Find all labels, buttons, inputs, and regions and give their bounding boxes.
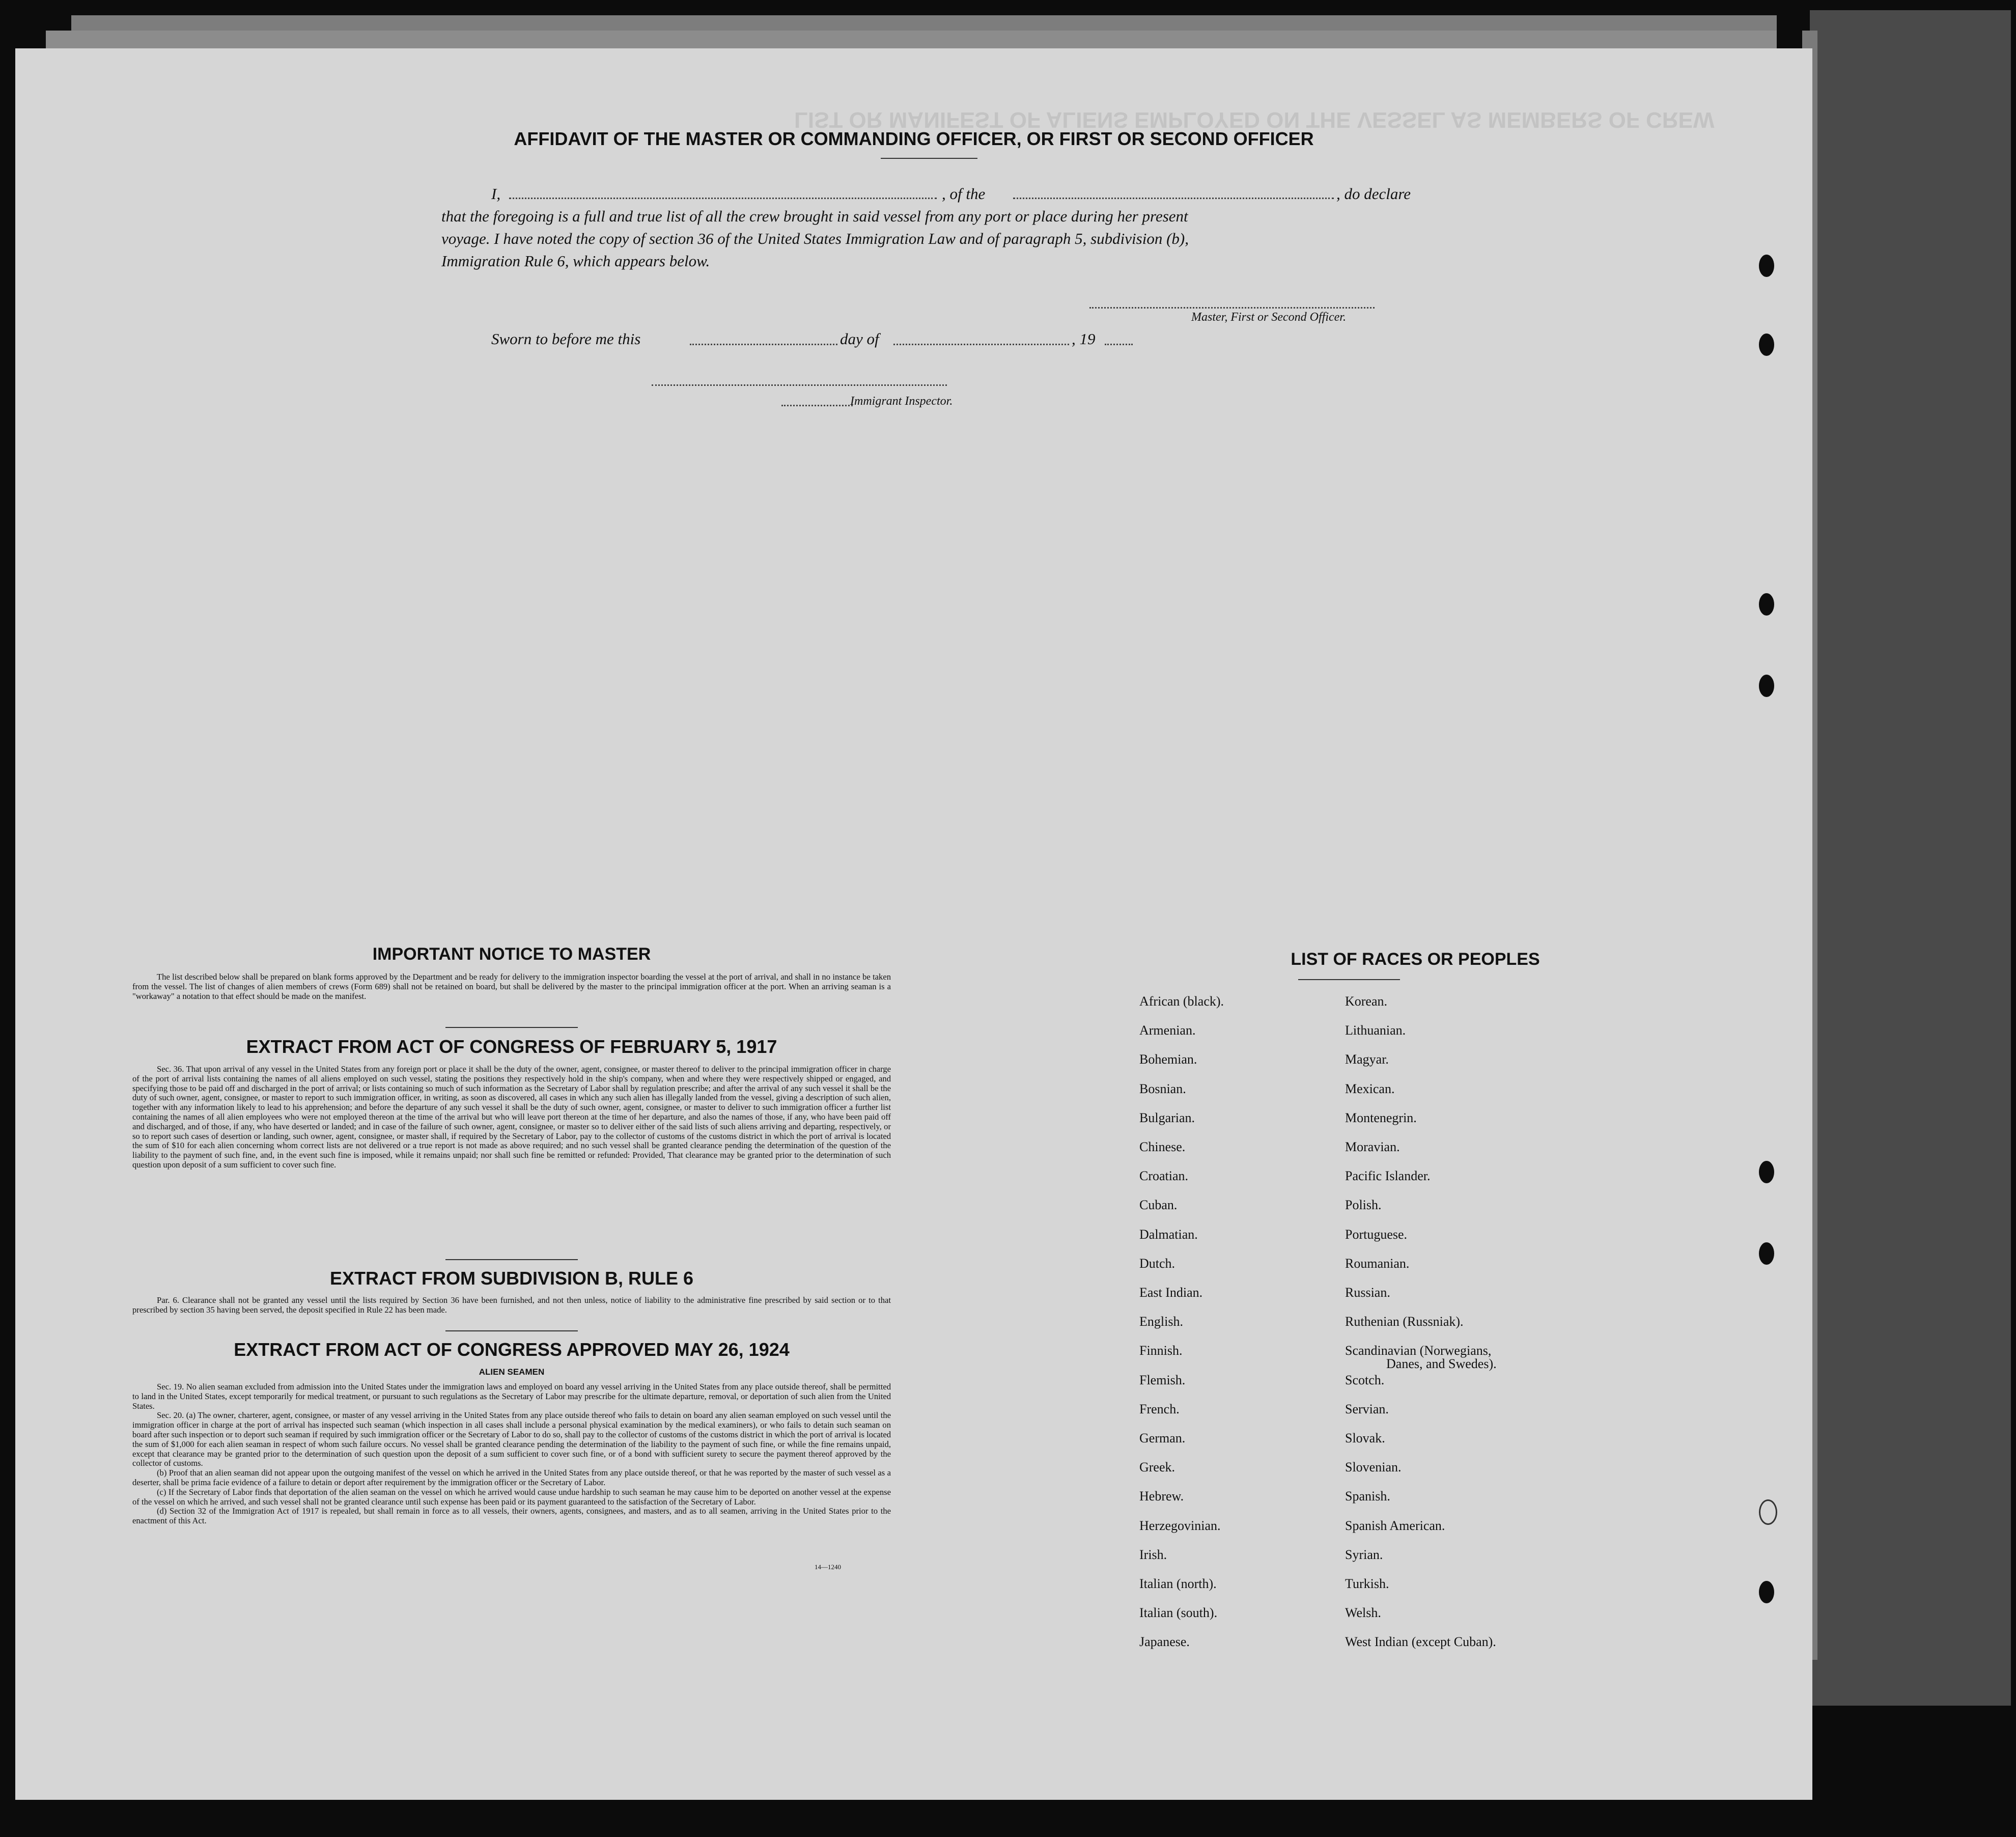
race-item: Spanish. — [1345, 1489, 1390, 1504]
sworn-text: Sworn to before me this — [491, 330, 641, 348]
affidavit-of-the: , of the — [942, 185, 986, 203]
race-item: English. — [1139, 1314, 1183, 1329]
affidavit-i: I, — [491, 185, 501, 203]
races-title: LIST OF RACES OR PEOPLES — [1291, 950, 1540, 969]
race-item: Italian (south). — [1139, 1605, 1218, 1621]
race-item: West Indian (except Cuban). — [1345, 1634, 1496, 1650]
extract-rule6-text: Par. 6. Clearance shall not be granted any vessel until the lists required by Section 36 have been furnished, and not then unless, notice of liability to the administrative fine prescribed by said section or to that prescribed by section 35 having been served, the deposit specified in Rule 22 has been made. — [132, 1295, 891, 1315]
inspector-caption: Immigrant Inspector. — [850, 395, 953, 408]
race-item: Scotch. — [1345, 1372, 1385, 1387]
race-item: Russian. — [1345, 1285, 1390, 1300]
race-item: Greek. — [1139, 1460, 1175, 1475]
affidavit-line-2: that the foregoing is a full and true list of all the crew brought in said vessel from any port or place during her present — [441, 207, 1188, 225]
race-item: Pacific Islander. — [1345, 1168, 1431, 1184]
extract-1917-title: EXTRACT FROM ACT OF CONGRESS OF FEBRUARY 5, 1917 — [246, 1036, 777, 1057]
sworn-day-blank — [690, 344, 837, 345]
extract-rule6-title: EXTRACT FROM SUBDIVISION B, RULE 6 — [329, 1268, 694, 1289]
race-item: Hebrew. — [1139, 1489, 1184, 1504]
race-item: Welsh. — [1345, 1605, 1381, 1621]
race-item: Spanish American. — [1345, 1518, 1445, 1533]
scan-right-edge — [1810, 10, 2011, 1706]
inspector-leader — [781, 405, 853, 406]
race-item: Irish. — [1139, 1547, 1167, 1562]
race-item: Roumanian. — [1345, 1256, 1410, 1271]
punch-hole — [1759, 593, 1774, 616]
punch-hole — [1759, 1161, 1774, 1183]
race-item: Croatian. — [1139, 1168, 1189, 1184]
race-item: Japanese. — [1139, 1634, 1190, 1650]
punch-hole — [1759, 333, 1774, 356]
race-item: Polish. — [1345, 1198, 1382, 1213]
race-item: Bosnian. — [1139, 1081, 1186, 1096]
alien-seamen-subtitle: ALIEN SEAMEN — [479, 1367, 545, 1377]
extract-1917-block — [132, 1065, 891, 1170]
document-page — [15, 48, 1812, 1800]
extract-1924-title: EXTRACT FROM ACT OF CONGRESS APPROVED MAY 26, 1924 — [234, 1339, 790, 1360]
divider — [445, 1027, 578, 1028]
vessel-blank — [1013, 198, 1334, 199]
extract-1917-text: Sec. 36. That upon arrival of any vessel in the United States from any foreign port or place it shall be the duty of the owner, agent, consignee, or master thereof to deliver to the principal immigration officer in charge of the port of arrival lists containing the names of all aliens employed on such vessel, stating the positions they respectively hold in the ship's company, when and where they were respectively shipped or engaged, and specifying those to be paid off and discharged in the port of arrival; or lists containing so much of such information as the Secretary of Labor shall by regulation prescribe; and after the arrival of any such vessel it shall be the duty of such owner, agent, consignee, or master to report to such immigration officer, in writing, as soon as discovered, all cases in which any such alien has illegally landed from the vessel, giving a description of such alien, together with any information likely to lead to his apprehension; and before the departure of any such vessel it shall be the duty of such owner, agent, consignee, or master to deliver to such immigration officer a further list containing the names of all alien employees who were not employed thereon at the time of the arrival but who will leave port thereon at the time of her departure, and also the names of those, if any, who have been paid off and discharged, and of those, if any, who have deserted or landed; and in case of the failure of such owner, agent, consignee, or master so to deliver either of the said lists of such aliens arriving and departing, respectively, or so to report such cases of desertion or landing, such owner, agent, consignee, or master shall, if required by the Secretary of Labor, pay to the collector of customs of the customs district in which the port of arrival is located the sum of $10 for each alien concerning whom correct lists are not delivered or a true report is not made as above required; and no such vessel shall be granted clearance pending the determination of the question of the liability to the payment of such fine, and, in the event such fine is imposed, while it remains unpaid; nor shall such fine be remitted or refunded: Provided, That clearance may be granted prior to the determination of such question upon deposit of a sum sufficient to cover such fine. — [132, 1064, 891, 1170]
affidavit-title: AFFIDAVIT OF THE MASTER OR COMMANDING OFFICER, OR FIRST OR SECOND OFFICER — [514, 128, 1314, 149]
race-item: Dalmatian. — [1139, 1227, 1198, 1242]
punch-hole — [1759, 675, 1774, 697]
race-item: Montenegrin. — [1345, 1110, 1417, 1125]
extract-rule6-block — [132, 1296, 891, 1315]
race-item: Ruthenian (Russniak). — [1345, 1314, 1464, 1329]
sec20b-text: (b) Proof that an alien seaman did not appear upon the outgoing manifest of the vessel on which he arrived in the United States from any place outside thereof, or that he was reported by the master of such vessel as a deserter, shall be prima facie evidence of a failure to detain or deport after requirement by the immigration officer or the Secretary of Labor. — [132, 1468, 891, 1487]
race-item: East Indian. — [1139, 1285, 1203, 1300]
name-blank — [509, 198, 937, 199]
inspector-signature-blank — [652, 384, 947, 386]
race-item-continuation: Danes, and Swedes). — [1386, 1356, 1497, 1372]
title-underline — [881, 158, 977, 159]
sworn-year: , 19 — [1072, 330, 1096, 348]
race-item: Cuban. — [1139, 1198, 1178, 1213]
race-item: French. — [1139, 1401, 1180, 1416]
race-item: Italian (north). — [1139, 1576, 1217, 1591]
notice-text-block — [132, 972, 891, 1001]
race-item: Mexican. — [1345, 1081, 1395, 1096]
punch-hole — [1759, 255, 1774, 277]
race-item: Finnish. — [1139, 1343, 1183, 1358]
race-item: Moravian. — [1345, 1139, 1400, 1154]
notice-title: IMPORTANT NOTICE TO MASTER — [372, 944, 651, 964]
affidavit-do-declare: , do declare — [1336, 185, 1411, 203]
affidavit-line-4: Immigration Rule 6, which appears below. — [441, 252, 710, 270]
race-item: Syrian. — [1345, 1547, 1383, 1562]
race-item: Slovenian. — [1345, 1460, 1402, 1475]
affidavit-line-3: voyage. I have noted the copy of section 36 of the United States Immigration Law and of paragraph 5, subdivision (b), — [441, 230, 1189, 247]
race-item: Armenian. — [1139, 1023, 1196, 1038]
sec20a-text: Sec. 20. (a) The owner, charterer, agent, consignee, or master of any vessel arriving in the United States from any place outside thereof who fails to detain on board any alien seaman employed on such vessel until the immigration officer in charge at the port of arrival has inspected such seaman (which inspection in all cases shall include a personal physical examination by the medical examiners), or who fails to detain such seaman on board after such inspection or to deport such seaman if required by such immigration officer or the Secretary of Labor to do so, shall pay to the collector of customs of the customs district in which the port of arrival is located the sum of $1,000 for each alien seaman in respect of whom such failure occurs. No vessel shall be granted clearance pending the determination of the liability to the payment of such fine, or while the fine remains unpaid, except that clearance may be granted prior to the determination of such question upon the deposit of a sum sufficient to cover such fine, or of a bond with sufficient surety to secure the payment thereof approved by the collector of customs. — [132, 1410, 891, 1468]
punch-hole — [1759, 1499, 1777, 1525]
race-item: Lithuanian. — [1345, 1023, 1406, 1038]
race-item: Magyar. — [1345, 1052, 1389, 1067]
divider — [445, 1330, 578, 1331]
sec20d-text: (d) Section 32 of the Immigration Act of 1917 is repealed, but shall remain in force as to all vessels, their owners, agents, consignees, and masters, and as to all seamen, arriving in the United States prior to the enactment of this Act. — [132, 1506, 891, 1526]
sworn-year-blank — [1105, 344, 1133, 345]
sec20c-text: (c) If the Secretary of Labor finds that deportation of the alien seaman on the vessel on which he arrived would cause undue hardship to such seaman he may cause him to be deported on another vessel at the expense of the vessel on which he arrived, and such vessel shall not be granted clearance until such expense has been paid or its payment guaranteed to the satisfaction of the Secretary of Labor. — [132, 1487, 891, 1507]
extract-1924-block — [132, 1382, 891, 1526]
race-item: Portuguese. — [1345, 1227, 1408, 1242]
sworn-month-blank — [893, 344, 1069, 345]
race-item: African (black). — [1139, 994, 1224, 1009]
race-item: Slovak. — [1345, 1431, 1385, 1445]
master-signature-caption: Master, First or Second Officer. — [1191, 311, 1346, 324]
race-item: Korean. — [1345, 994, 1388, 1009]
race-item: Chinese. — [1139, 1139, 1186, 1154]
punch-hole — [1759, 1242, 1774, 1265]
race-item: Bulgarian. — [1139, 1110, 1195, 1125]
bleed-through-heading: LIST OR MANIFEST OF ALIENS EMPLOYED ON THE VESSEL AS MEMBERS OF CREW — [794, 107, 1715, 132]
form-number: 14—1240 — [815, 1563, 841, 1571]
divider — [1298, 979, 1400, 980]
race-item: Herzegovinian. — [1139, 1518, 1221, 1533]
notice-text: The list described below shall be prepared on blank forms approved by the Department and be ready for delivery to the immigration inspector boarding the vessel at the port of arrival, and shall in no instance be taken from the vessel. The list of changes of alien members of crews (Form 689) shall not be retained on board, but shall be delivered by the master to the principal immigration officer at the port. When an arriving seaman is a "workaway" a notation to that effect should be made on the manifest. — [132, 972, 891, 1001]
race-item: Turkish. — [1345, 1576, 1389, 1591]
race-item: Flemish. — [1139, 1372, 1186, 1387]
signature-blank — [1089, 307, 1375, 309]
race-item: Bohemian. — [1139, 1052, 1197, 1067]
sec19-text: Sec. 19. No alien seaman excluded from admission into the United States under the immigration laws and employed on board any vessel arriving in the United States from any place outside thereof, shall be permitted to land in the United States, except temporarily for medical treatment, or pursuant to such regulations as the Secretary of Labor may prescribe for the ultimate departure, removal, or deportation of such alien from the United States. — [132, 1382, 891, 1411]
punch-hole — [1759, 1581, 1774, 1603]
race-item: Scandinavian (Norwegians, — [1345, 1343, 1492, 1358]
race-item: Servian. — [1345, 1401, 1389, 1416]
race-item: Dutch. — [1139, 1256, 1175, 1271]
sworn-day-of: day of — [840, 330, 879, 348]
divider — [445, 1259, 578, 1260]
race-item: German. — [1139, 1431, 1186, 1445]
